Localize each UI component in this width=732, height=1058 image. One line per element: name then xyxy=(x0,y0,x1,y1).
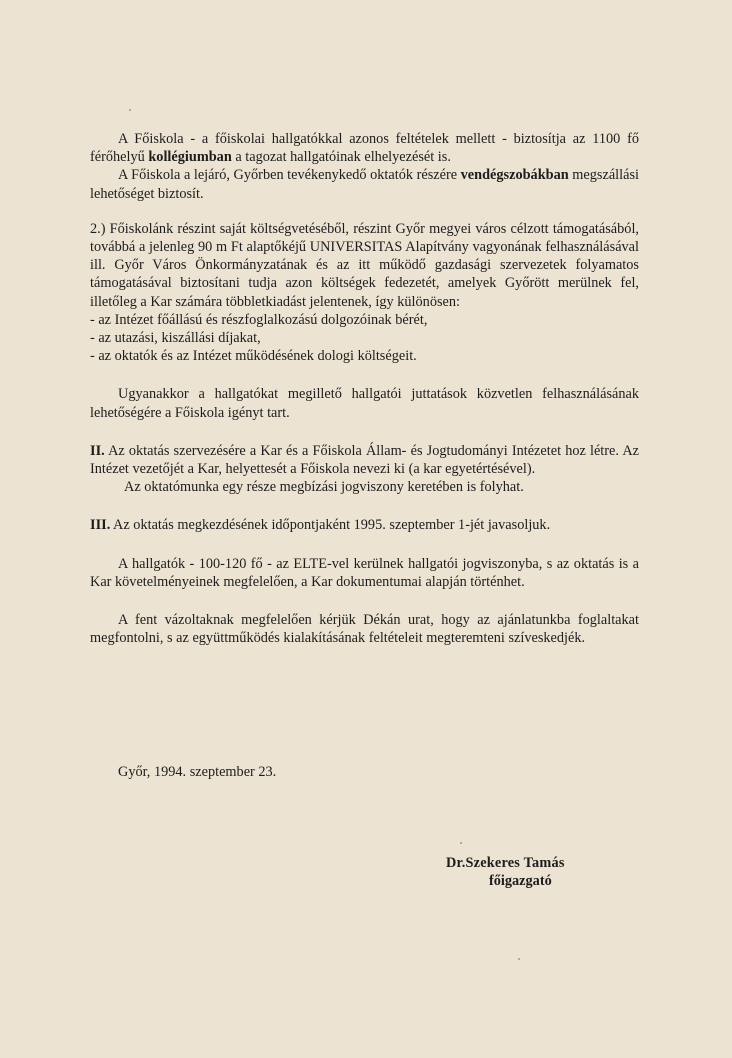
bold-term: kollégiumban xyxy=(148,149,232,166)
paragraph-student-benefits: Ugyanakkor a hallgatókat megillető hallgatói juttatások közvetlen felhasználásának lehetőségére a Főiskola igényt tart. xyxy=(90,386,639,421)
text-segment: Az oktatás szervezésére a Kar és a Főiskola Állam- és Jogtudományi Intézetet hoz létre. Az Intézet vezetőjét a Kar, helyettesét a Főiskola nevezi ki (a kar egyetértésével). xyxy=(90,442,639,478)
paper-speck xyxy=(129,109,131,111)
signatory-title: főigazgató xyxy=(489,873,552,889)
text-segment: Az oktatás megkezdésének időpontjaként 1995. szeptember 1-jét javasoljuk. xyxy=(110,517,551,534)
paragraph-guestrooms xyxy=(90,166,639,202)
paragraph-request: A fent vázoltaknak megfelelően kérjük Dékán urat, hogy az ajánlatunkba foglaltakat megfontolni, s az együttműködés kialakításának feltételeit megteremteni szíveskedjék. xyxy=(90,612,639,647)
section-number: II. xyxy=(90,442,105,459)
signature-block xyxy=(446,854,646,890)
bold-term: vendégszobákban xyxy=(460,167,569,184)
text-segment: megszállási lehetőséget biztosít. xyxy=(90,167,639,202)
paragraph-section-2 xyxy=(90,442,639,478)
letter-body xyxy=(90,130,639,647)
paragraph-students: A hallgatók - 100-120 fő - az ELTE-vel kerülnek hallgatói jogviszonyba, s az oktatás is a Kar követelményeinek megfelelően, a Kar dokumentumai alapján történhet. xyxy=(90,555,639,590)
paragraph-teaching-work: Az oktatómunka egy része megbízási jogviszony keretében is folyhat. xyxy=(124,479,524,496)
paragraph-funding: 2.) Főiskolánk részint saját költségvetéséből, részint Győr megyei város célzott támogatásából, továbbá a jelenleg 90 m Ft alaptőkéjű UNIVERSITAS Alapítvány vagyonának felhasználásával ill. Győr Város Önkormányzatának és az itt működő gazdasági szervezetek folyamatos támogatásával biztosítani tudja azon költségek fedezetét, amelyek Győrött merülnek fel, illetőleg a Kar számára többletkiadást jelentenek, így különösen: xyxy=(90,220,639,310)
text-segment: A Főiskola - a főiskolai hallgatókkal azonos feltételek mellett - biztosítja az 1100 fő férőhelyű xyxy=(90,131,639,166)
paper-speck xyxy=(518,958,520,960)
paper-speck xyxy=(460,842,462,844)
text-segment: a tagozat hallgatóinak elhelyezését is. xyxy=(231,149,451,166)
paragraph-dormitory xyxy=(90,130,639,166)
section-number: III. xyxy=(90,517,111,534)
list-item: - az Intézet főállású és részfoglalkozású dolgozóinak bérét, xyxy=(90,311,428,328)
list-item: - az oktatók és az Intézet működésének dologi költségeit. xyxy=(90,348,417,365)
signatory-name: Dr.Szekeres Tamás xyxy=(446,855,565,871)
text-segment: A Főiskola a lejáró, Győrben tevékenykedő oktatók részére xyxy=(118,167,461,184)
paragraph-section-3 xyxy=(90,516,639,534)
place-and-date: Győr, 1994. szeptember 23. xyxy=(118,764,277,780)
list-item: - az utazási, kiszállási díjakat, xyxy=(90,330,261,347)
